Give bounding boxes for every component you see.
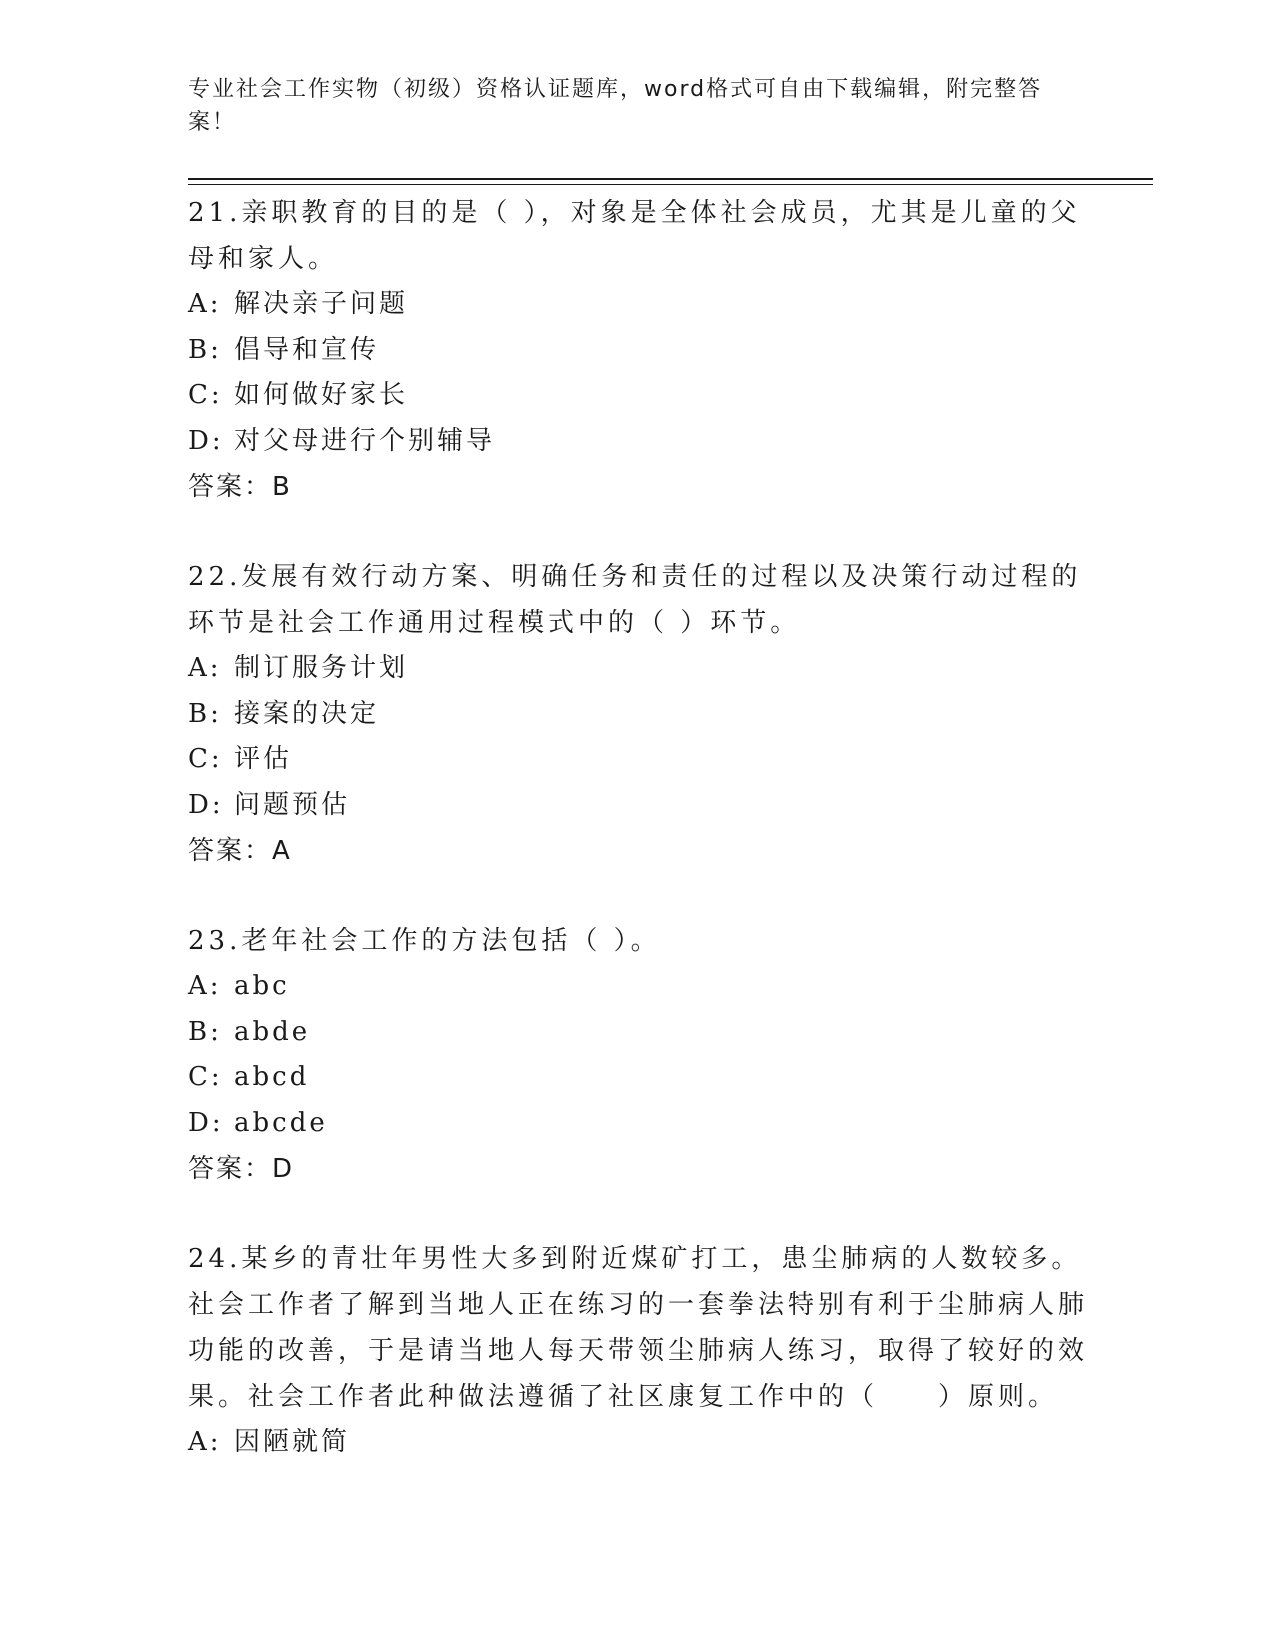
option-b — [188, 328, 1088, 374]
option-key: A: — [188, 653, 222, 683]
option-c — [188, 737, 1088, 783]
answer-line: 答案：B — [188, 472, 292, 502]
question-spacer — [188, 1192, 1088, 1236]
answer-line: 答案：D — [188, 1154, 295, 1184]
option-text: 评估 — [234, 744, 293, 774]
question-spacer — [188, 510, 1088, 554]
option-text: 倡导和宣传 — [234, 334, 380, 365]
option-key: C: — [188, 380, 223, 410]
option-key: B: — [188, 334, 222, 365]
option-b — [188, 1010, 1088, 1056]
option-text: 制订服务计划 — [234, 653, 409, 683]
option-key: D: — [188, 425, 224, 456]
option-text: 接案的决定 — [234, 698, 380, 729]
option-text: 如何做好家长 — [234, 380, 409, 410]
option-a — [188, 1420, 1088, 1466]
option-key: C: — [188, 1062, 223, 1092]
option-text: abcd — [234, 1062, 310, 1092]
option-key: D: — [188, 1107, 224, 1138]
option-a — [188, 282, 1088, 328]
option-key: B: — [188, 1016, 222, 1047]
option-key: D: — [188, 789, 224, 820]
question-23 — [188, 918, 1088, 1192]
question-list — [188, 190, 1088, 1466]
option-a — [188, 646, 1088, 692]
option-text: abde — [234, 1016, 311, 1047]
question-21 — [188, 190, 1088, 510]
question-stem: 22.发展有效行动方案、明确任务和责任的过程以及决策行动过程的环节是社会工作通用过程模式中的（ ）环节。 — [188, 562, 1082, 638]
option-text: abcde — [234, 1107, 328, 1138]
option-key: A: — [188, 1427, 222, 1457]
answer-line: 答案：A — [188, 836, 292, 866]
option-b — [188, 692, 1088, 738]
question-22 — [188, 554, 1088, 874]
option-d — [188, 1101, 1088, 1147]
option-a — [188, 964, 1088, 1010]
option-text: 解决亲子问题 — [234, 289, 409, 319]
option-text: abc — [234, 971, 290, 1001]
option-text: 问题预估 — [234, 789, 351, 820]
option-key: C: — [188, 744, 223, 774]
question-24 — [188, 1236, 1088, 1466]
option-key: B: — [188, 698, 222, 729]
question-stem: 24.某乡的青壮年男性大多到附近煤矿打工，患尘肺病的人数较多。社会工作者了解到当地人正在练习的一套拳法特别有利于尘肺病人肺功能的改善，于是请当地人每天带领尘肺病人练习，取得了较好的效果。社会工作者此种做法遵循了社区康复工作中的（ ）原则。 — [188, 1244, 1089, 1412]
option-text: 对父母进行个别辅导 — [234, 425, 496, 456]
option-d — [188, 783, 1088, 829]
option-c — [188, 373, 1088, 419]
option-d — [188, 419, 1088, 465]
option-key: A: — [188, 971, 222, 1001]
question-spacer — [188, 874, 1088, 918]
document-header: 专业社会工作实物（初级）资格认证题库，word格式可自由下载编辑，附完整答案！ — [188, 77, 1043, 135]
header-divider-thick — [188, 178, 1153, 180]
option-c — [188, 1055, 1088, 1101]
question-stem: 21.亲职教育的目的是（ ），对象是全体社会成员，尤其是儿童的父母和家人。 — [188, 198, 1081, 274]
option-text: 因陋就简 — [234, 1427, 351, 1457]
option-key: A: — [188, 289, 222, 319]
question-stem: 23.老年社会工作的方法包括（ ）。 — [188, 926, 661, 956]
header-divider-thin — [188, 184, 1153, 185]
